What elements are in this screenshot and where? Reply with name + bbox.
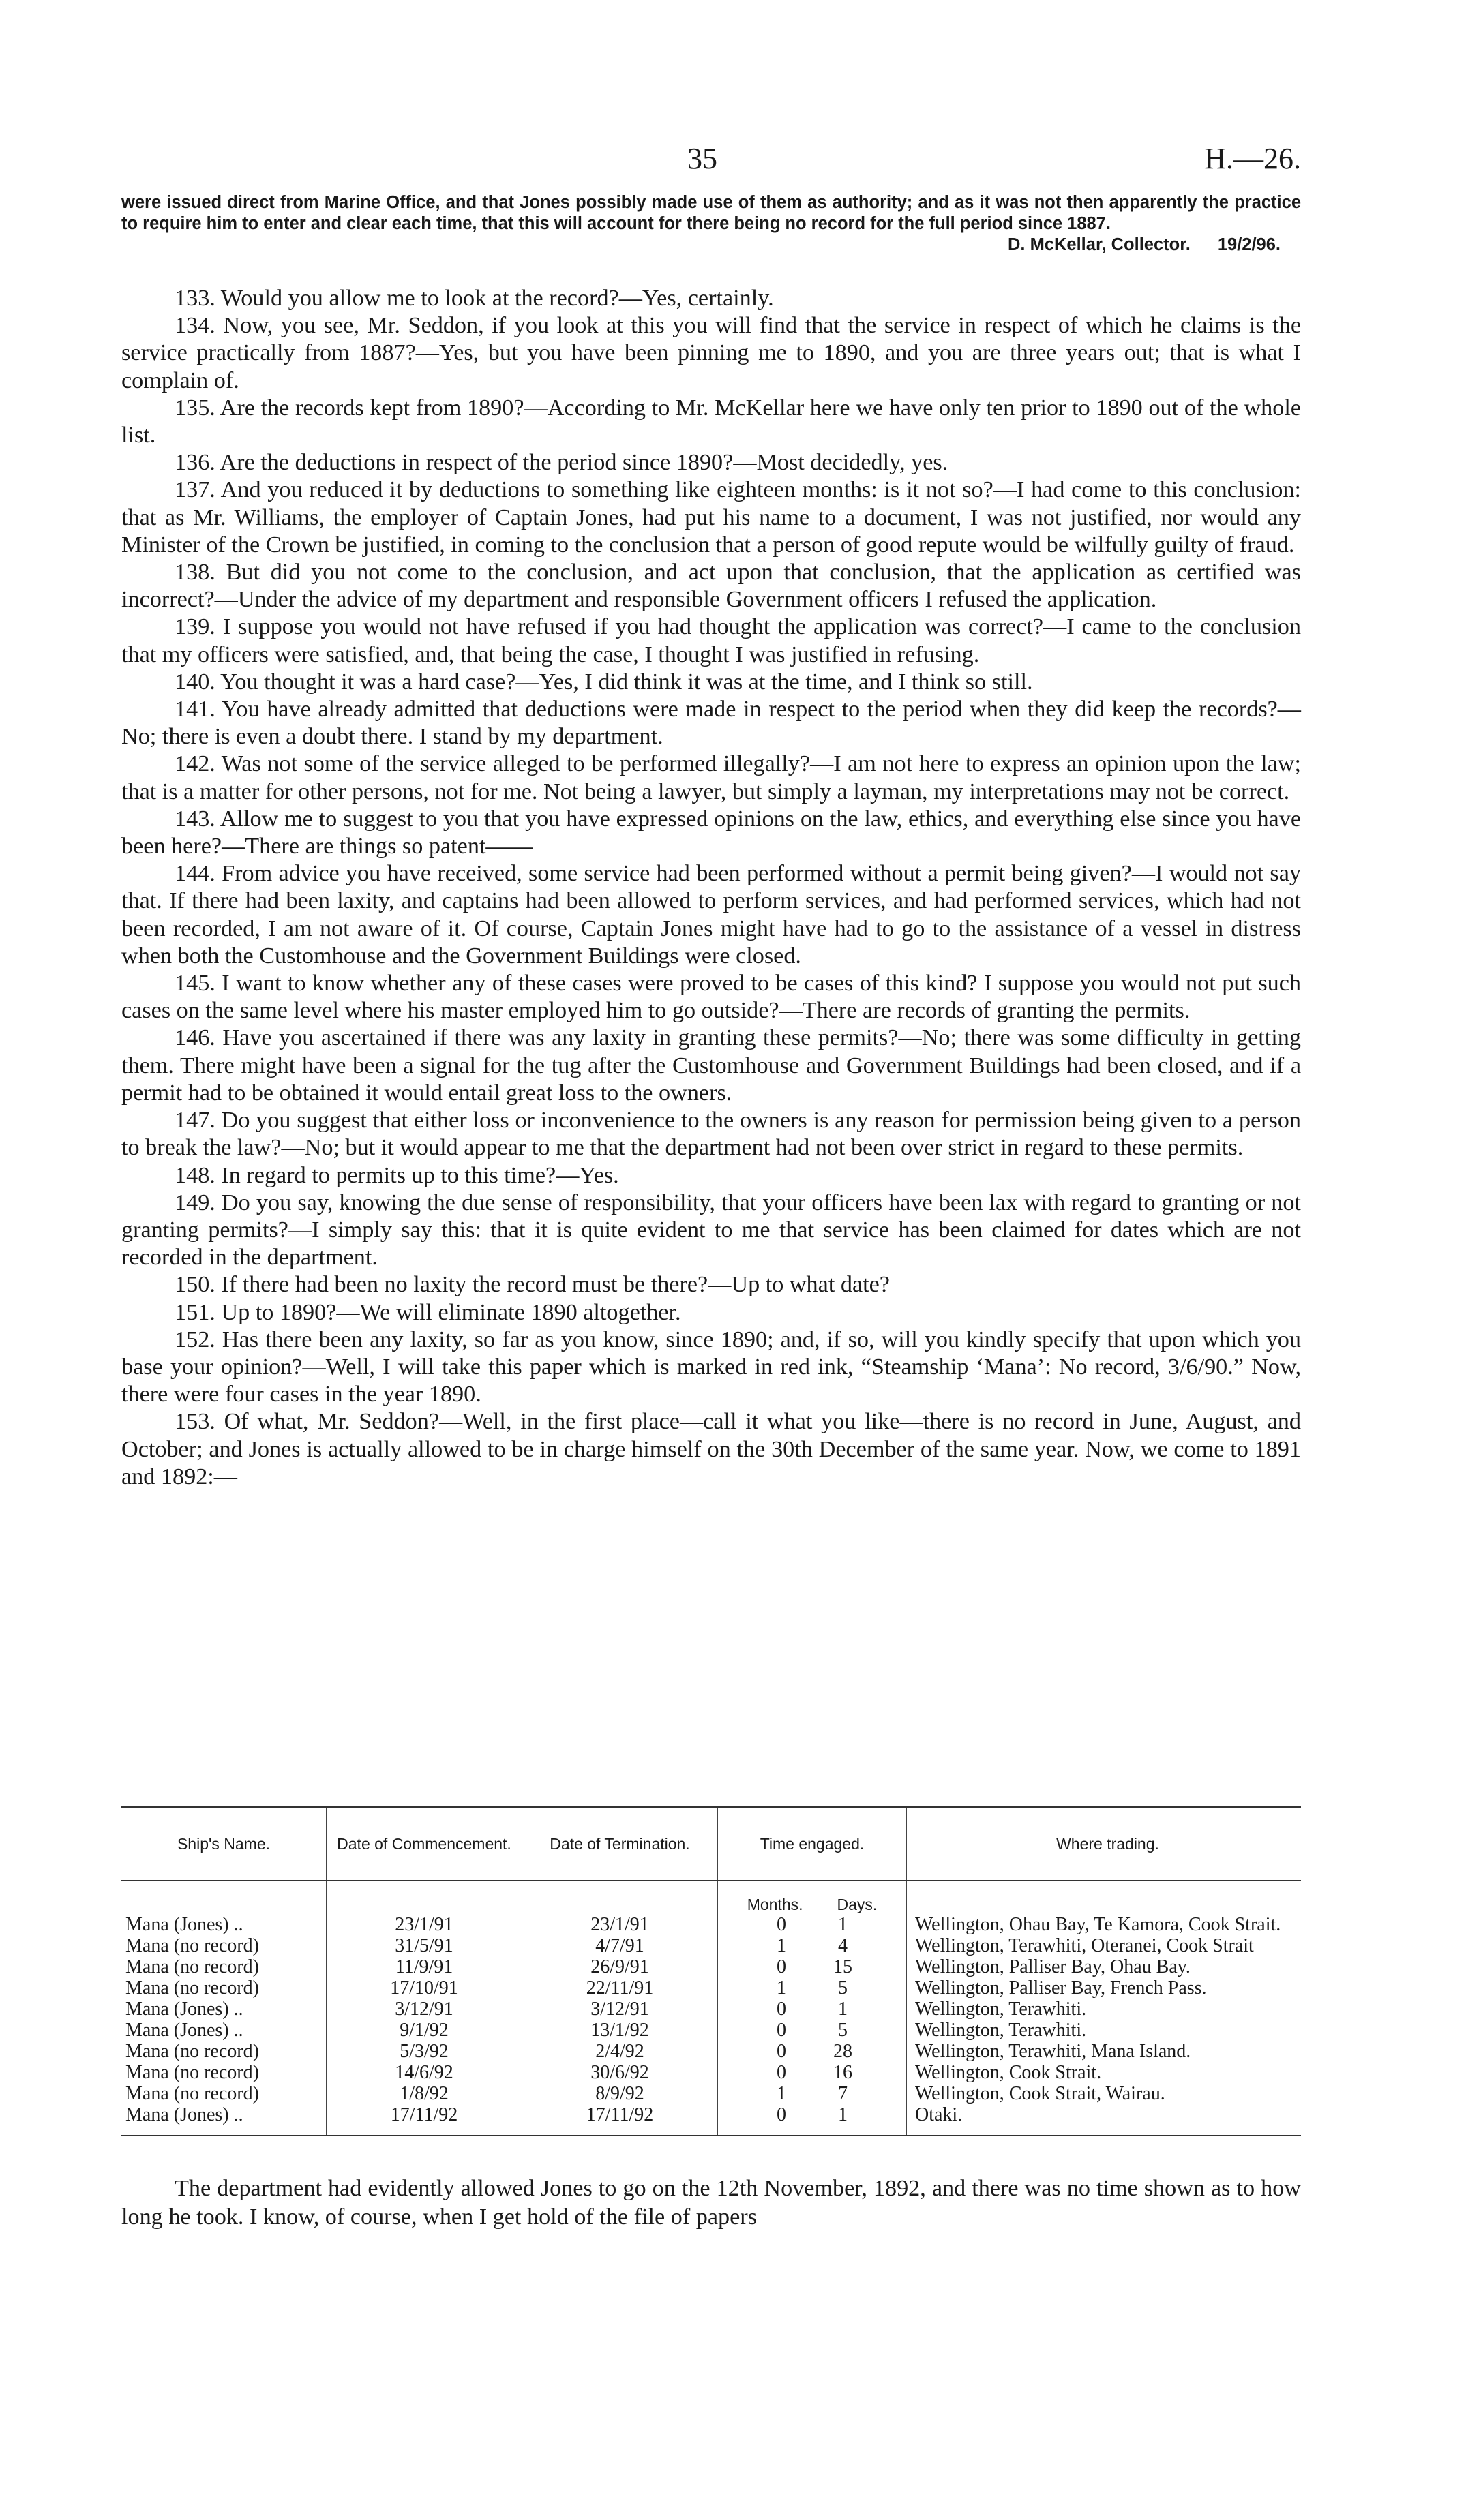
time-engaged-cell [718, 2020, 907, 2041]
time-engaged-cell [718, 2041, 907, 2062]
where-trading-cell: Wellington, Terawhiti, Oteranei, Cook Strait [915, 1935, 1254, 1956]
qa-paragraph: 142. Was not some of the service alleged to be performed illegally?—I am not here to express an opinion upon the law; that is a matter for other persons, not for me. Not being a lawyer, but simply a layman, my interpretations may not be correct. [121, 751, 1301, 804]
qa-paragraph: 137. And you reduced it by deductions to something like eighteen months: is it not so?—I had come to this conclusion: that as Mr. Williams, the employer of Captain Jones, had put his name to a document, I was not justified, nor would any Minister of the Crown be justified, in coming to the conclusion that a person of good repute would be wilfully guilty of fraud. [121, 477, 1301, 558]
ship-name-cell: Mana (no record) [121, 1956, 327, 1977]
qa-paragraph: 145. I want to know whether any of these cases were proved to be cases of this kind? I suppose you would not put such cases on the same level where his master employed him to go outside?—There are records of granting the permits. [121, 971, 1301, 1024]
days-value: 7 [838, 2083, 848, 2104]
qa-paragraph: 149. Do you say, knowing the due sense of responsibility, that your officers have been lax with regard to granting or not granting permits?—I simply say this: that it is quite evident to me that service has been claimed for dates which are not recorded in the department. [121, 1189, 1301, 1271]
prelude-text: were issued direct from Marine Office, and that Jones possibly made use of them as authority; and as it was not then apparently the practice to require him to enter and clear each time, that this will account for there being no record for the full period since 1887. [121, 193, 1301, 233]
time-engaged-cell [718, 2083, 907, 2104]
sessional-reference: H.—26. [1204, 142, 1301, 175]
table-row [121, 2104, 1301, 2136]
table-row [121, 2020, 1301, 2041]
months-value: 0 [777, 2104, 786, 2125]
commencement-cell: 5/3/92 [327, 2041, 522, 2062]
time-engaged-cell [718, 1999, 907, 2020]
table-row [121, 2083, 1301, 2104]
table-row [121, 2041, 1301, 2062]
ship-name-cell: Mana (Jones) .. [121, 2104, 327, 2136]
ship-name-cell: Mana (Jones) .. [121, 2020, 327, 2041]
ship-name-cell: Mana (no record) [121, 1977, 327, 1999]
qa-paragraph: 134. Now, you see, Mr. Seddon, if you look at this you will find that the service in respect of which he claims is the service practically from 1887?—Yes, but you have been pinning me to 1890, and you are three years out; that is what I complain of. [121, 313, 1301, 393]
termination-cell: 26/9/91 [522, 1956, 718, 1977]
commencement-cell: 3/12/91 [327, 1999, 522, 2020]
qa-paragraph: 139. I suppose you would not have refused if you had thought the application was correct?—I came to the conclusion that my officers were satisfied, and, that being the case, I thought I was justified in refusing. [121, 614, 1301, 667]
qa-paragraph: 140. You thought it was a hard case?—Yes, I did think it was at the time, and I think so still. [175, 669, 1033, 695]
qa-paragraph: 133. Would you allow me to look at the record?—Yes, certainly. [175, 286, 774, 311]
where-trading-cell: Wellington, Ohau Bay, Te Kamora, Cook Strait. [915, 1914, 1281, 1935]
commencement-cell: 9/1/92 [327, 2020, 522, 2041]
qa-paragraph: 153. Of what, Mr. Seddon?—Well, in the first place—call it what you like—there is no record in June, August, and October; and Jones is actually allowed to be in charge himself on the 30th December of the same year. Now, we come to 1891 and 1892:— [121, 1409, 1301, 1489]
qa-paragraph: 152. Has there been any laxity, so far as you know, since 1890; and, if so, will you kindly specify that upon which you base your opinion?—Well, I will take this paper which is marked in red ink, “Steamship ‘Mana’: No record, 3/6/90.” Now, there were four cases in the year 1890. [121, 1326, 1301, 1408]
days-value: 5 [838, 2020, 848, 2041]
page-number: 35 [687, 142, 717, 175]
header-where: Where trading. [907, 1807, 1302, 1881]
days-value: 15 [833, 1956, 852, 1977]
qa-paragraph: 144. From advice you have received, some service had been performed without a permit being given?—I would not say that. If there had been laxity, and captains had been allowed to perform services, and had performed services, which had not been recorded, I am not aware of it. Of course, Captain Jones might have had to go to the assistance of a vessel in distress when both the Customhouse and the Government Buildings were closed. [121, 861, 1301, 969]
termination-cell: 17/11/92 [522, 2104, 718, 2136]
termination-cell: 4/7/91 [522, 1935, 718, 1956]
prelude-note [121, 192, 1301, 256]
months-value: 0 [777, 1914, 786, 1935]
where-trading-cell: Wellington, Cook Strait, Wairau. [915, 2083, 1165, 2104]
termination-cell: 22/11/91 [522, 1977, 718, 1999]
ship-name-cell: Mana (Jones) .. [121, 1999, 327, 2020]
days-value: 16 [833, 2062, 852, 2083]
where-trading-cell: Wellington, Palliser Bay, Ohau Bay. [915, 1956, 1191, 1977]
days-value: 4 [838, 1935, 848, 1956]
days-value: 1 [838, 1999, 848, 2020]
months-value: 0 [777, 2020, 786, 2041]
time-subheader-row [121, 1881, 1301, 1914]
commencement-cell: 17/10/91 [327, 1977, 522, 1999]
page-header [121, 141, 1301, 182]
ship-name-cell: Mana (no record) [121, 2062, 327, 2083]
prelude-signature-line [121, 234, 1301, 256]
where-trading-cell: Wellington, Palliser Bay, French Pass. [915, 1977, 1207, 1999]
signature-date: 19/2/96. [1217, 235, 1281, 254]
closing-paragraph [121, 2174, 1301, 2232]
where-trading-cell: Wellington, Cook Strait. [915, 2062, 1102, 2083]
header-termination: Date of Termination. [522, 1807, 718, 1881]
months-value: 0 [777, 2062, 786, 2083]
where-trading-cell: Otaki. [907, 2104, 1302, 2136]
table-row [121, 1956, 1301, 1977]
qa-paragraph: 146. Have you ascertained if there was any laxity in granting these permits?—No; there was some difficulty in getting them. There might have been a signal for the tug after the Customhouse and Government Buildings had been closed, and if a permit had to be obtained it would entail great loss to the owners. [121, 1025, 1301, 1106]
termination-cell: 8/9/92 [522, 2083, 718, 2104]
header-commencement: Date of Commencement. [327, 1807, 522, 1881]
commencement-cell: 1/8/92 [327, 2083, 522, 2104]
subheader-months: Months. [747, 1896, 803, 1913]
where-trading-cell: Wellington, Terawhiti. [915, 1999, 1087, 2020]
table-row [121, 1977, 1301, 1999]
months-value: 1 [777, 1977, 786, 1999]
qa-paragraph: 136. Are the deductions in respect of the period since 1890?—Most decidedly, yes. [175, 450, 948, 476]
termination-cell: 2/4/92 [522, 2041, 718, 2062]
ship-name-cell: Mana (no record) [121, 2041, 327, 2062]
ship-name-cell: Mana (no record) [121, 2083, 327, 2104]
days-value: 1 [838, 2104, 848, 2125]
time-engaged-cell [718, 1914, 907, 1935]
qa-paragraph: 147. Do you suggest that either loss or inconvenience to the owners is any reason for permission being given to a person to break the law?—No; but it would appear to me that the department had not been over strict in regard to these permits. [121, 1108, 1301, 1161]
header-ship: Ship's Name. [121, 1807, 327, 1881]
time-engaged-cell [718, 1935, 907, 1956]
table-row [121, 2062, 1301, 2083]
subheader-days: Days. [837, 1896, 878, 1913]
qa-paragraph: 143. Allow me to suggest to you that you have expressed opinions on the law, ethics, and everything else since you have been here?—There are things so patent—— [121, 806, 1301, 860]
termination-cell: 13/1/92 [522, 2020, 718, 2041]
header-time: Time engaged. [718, 1807, 907, 1881]
commencement-cell: 11/9/91 [327, 1956, 522, 1977]
table-row [121, 1935, 1301, 1956]
commencement-cell: 17/11/92 [327, 2104, 522, 2136]
ship-name-cell: Mana (Jones) .. [121, 1914, 327, 1935]
termination-cell: 23/1/91 [522, 1914, 718, 1935]
voyage-table-wrap [121, 1806, 1301, 2136]
months-value: 1 [777, 2083, 786, 2104]
time-engaged-cell [718, 2062, 907, 2083]
qa-paragraph: 148. In regard to permits up to this time?—Yes. [175, 1162, 619, 1188]
days-value: 5 [838, 1977, 848, 1999]
termination-cell: 3/12/91 [522, 1999, 718, 2020]
days-value: 28 [833, 2041, 852, 2062]
qa-paragraph: 138. But did you not come to the conclusion, and act upon that conclusion, that the application as certified was incorrect?—Under the advice of my department and responsible Government officers I refused the application. [121, 560, 1301, 613]
closing-text: The department had evidently allowed Jones to go on the 12th November, 1892, and there was no time shown as to how long he took. I know, of course, when I get hold of the file of papers [121, 2176, 1301, 2230]
qa-paragraph: 135. Are the records kept from 1890?—According to Mr. McKellar here we have only ten prior to 1890 out of the whole list. [121, 395, 1301, 449]
qa-paragraph: 151. Up to 1890?—We will eliminate 1890 altogether. [175, 1299, 681, 1325]
months-value: 1 [777, 1935, 786, 1956]
table-row [121, 1914, 1301, 1935]
where-trading-cell: Wellington, Terawhiti, Mana Island. [915, 2041, 1191, 2062]
signature: D. McKellar, Collector. [1007, 235, 1191, 254]
months-value: 0 [777, 1999, 786, 2020]
termination-cell: 30/6/92 [522, 2062, 718, 2083]
testimony-body [121, 285, 1301, 1491]
qa-paragraph: 150. If there had been no laxity the record must be there?—Up to what date? [175, 1272, 890, 1298]
commencement-cell: 14/6/92 [327, 2062, 522, 2083]
table-row [121, 1999, 1301, 2020]
commencement-cell: 23/1/91 [327, 1914, 522, 1935]
months-value: 0 [777, 2041, 786, 2062]
months-value: 0 [777, 1956, 786, 1977]
days-value: 1 [838, 1914, 848, 1935]
commencement-cell: 31/5/91 [327, 1935, 522, 1956]
qa-paragraph: 141. You have already admitted that deductions were made in respect to the period when they did keep the records?—No; there is even a doubt there. I stand by my department. [121, 697, 1301, 750]
ship-name-cell: Mana (no record) [121, 1935, 327, 1956]
time-engaged-cell [718, 2104, 907, 2136]
time-engaged-cell [718, 1956, 907, 1977]
where-trading-cell: Wellington, Terawhiti. [915, 2020, 1087, 2041]
voyage-table [121, 1806, 1301, 2136]
time-engaged-cell [718, 1977, 907, 1999]
